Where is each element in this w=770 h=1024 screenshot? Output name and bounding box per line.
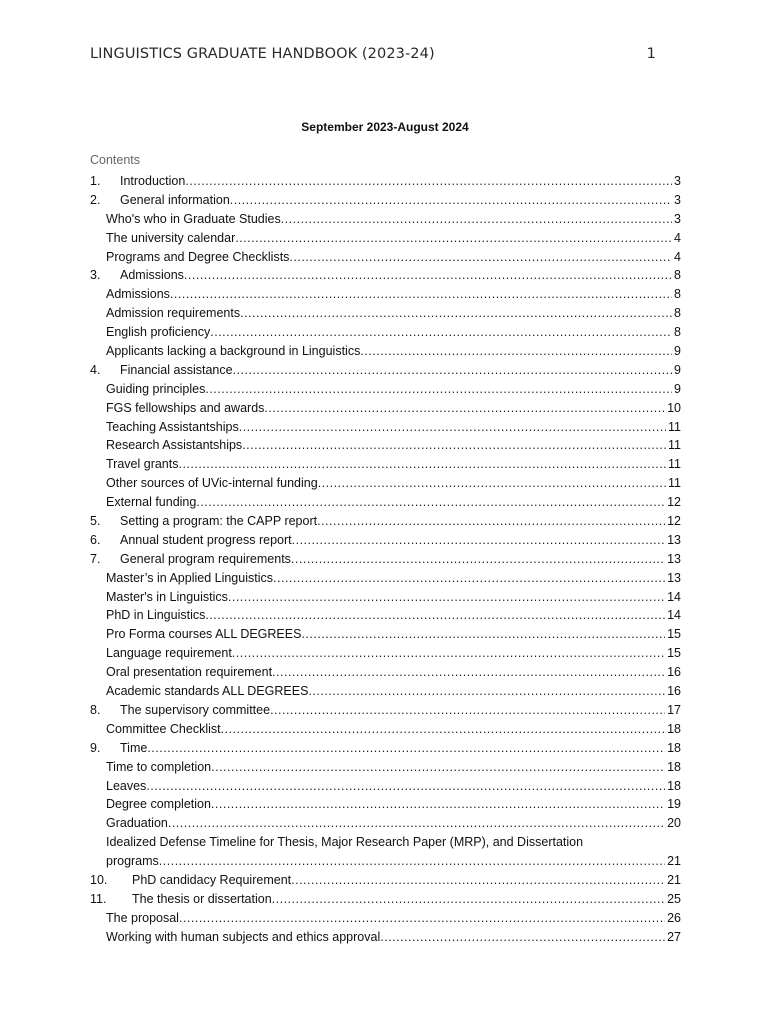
toc-subentry[interactable] [90,493,681,512]
toc-subentry[interactable] [90,625,681,644]
toc-entry-title: The university calendar [106,230,236,245]
toc-page-number: 27 [667,929,681,944]
toc-entry-title: Admissions [106,287,170,302]
toc-entry-title: Idealized Defense Timeline for Thesis, Major Research Paper (MRP), and Dissertation [106,835,584,850]
toc-subentry[interactable] [90,323,681,342]
toc-subentry[interactable] [90,436,681,455]
dot-leader [232,644,665,663]
dot-leader [318,474,666,493]
toc-entry-title: Committee Checklist [106,721,221,736]
toc-page-number: 12 [667,514,681,529]
toc-page-number: 10 [667,400,681,415]
toc-entry[interactable] [90,531,681,550]
toc-entry-number: 5. [90,514,101,529]
toc-entry-number: 7. [90,551,101,566]
toc-subentry[interactable] [90,285,681,304]
toc-entry-title: PhD candidacy Requirement [132,872,292,887]
toc-page-number: 19 [667,797,681,812]
toc-entry-title: Who's who in Graduate Studies [106,211,281,226]
toc-page-number: 11 [668,476,681,491]
dot-leader [147,739,665,758]
toc-page-number: 13 [667,570,681,585]
toc-entry[interactable] [90,701,681,720]
toc-entry-number: 3. [90,268,101,283]
dot-leader [146,777,665,796]
dot-leader [159,852,665,871]
dot-leader [168,814,665,833]
toc-entry-title: Financial assistance [120,362,233,377]
toc-page-number: 15 [667,627,681,642]
dot-leader [178,455,666,474]
toc-subentry[interactable] [90,569,681,588]
dot-leader [360,342,672,361]
toc-entry-number: 1. [90,174,101,188]
dot-leader [184,266,672,285]
dot-leader [179,909,665,928]
toc-entry-number: 9. [90,740,101,755]
toc-subentry[interactable] [90,777,681,796]
dot-leader [221,720,665,739]
dot-leader [211,758,665,777]
toc-entry[interactable] [90,266,681,285]
toc-subentry[interactable] [90,248,681,267]
toc-page-number: 15 [667,646,681,661]
running-header [90,46,656,62]
date-range: September 2023-August 2024 [301,120,469,134]
dot-leader [242,436,666,455]
toc-subentry[interactable] [90,682,681,701]
toc-subentry[interactable] [90,795,681,814]
dot-leader [272,663,665,682]
toc-entry-title: Leaves [106,778,147,793]
dot-leader [308,682,665,701]
toc-page-number: 13 [667,532,681,547]
toc-page-number: 13 [667,551,681,566]
toc-page-number: 8 [674,306,681,321]
toc-subentry[interactable] [90,606,681,625]
toc-entry-title: Admissions [120,268,184,283]
toc-subentry[interactable] [90,342,681,361]
dot-leader [317,512,665,531]
toc-entry-number: 2. [90,192,101,207]
toc-entry-title: English proficiency [106,325,211,340]
toc-entry-title: Master's in Linguistics [106,589,228,604]
toc-page-number: 14 [667,589,681,604]
dot-leader [264,399,665,418]
dot-leader [239,418,666,437]
toc-subentry[interactable] [90,399,681,418]
toc-page-number: 16 [667,684,681,699]
toc-subentry[interactable] [90,474,681,493]
toc-entry-title: The proposal [106,910,179,925]
toc-entry-title: General information [120,192,230,207]
toc-entry-title: Oral presentation requirement [106,665,273,680]
toc-subentry[interactable] [90,758,681,777]
toc-entry[interactable] [90,890,681,909]
toc-page-number: 9 [674,381,681,396]
dot-leader [380,928,665,947]
toc-subentry[interactable] [90,229,681,248]
handbook-title: LINGUISTICS GRADUATE HANDBOOK (2023-24) [90,46,435,62]
toc-entry-title: Setting a program: the CAPP report [120,514,318,529]
toc-entry-title: Other sources of UVic-internal funding [106,476,318,491]
dot-leader [291,550,665,569]
toc-entry-title: programs [106,854,159,869]
toc-entry-title: Degree completion [106,797,211,812]
dot-leader [211,795,665,814]
toc-page-number: 17 [667,702,681,717]
dot-leader [205,606,665,625]
toc-page-number: 21 [667,872,681,887]
toc-entry-title: Time [120,740,148,755]
toc-entry-title: Master’s in Applied Linguistics [106,570,273,585]
dot-leader [281,210,672,229]
toc-page-number: 18 [667,759,681,774]
toc-entry-title: Language requirement [106,646,232,661]
dot-leader [185,172,672,191]
toc-entry-title: Admission requirements [106,306,241,321]
toc-page-number: 11 [668,419,681,434]
dot-leader [228,588,665,607]
toc-subentry[interactable] [90,455,681,474]
toc-entry-title: The thesis or dissertation [132,891,272,906]
toc-subentry[interactable] [90,210,681,229]
toc-page-number: 9 [674,362,681,377]
dot-leader [235,229,672,248]
toc-page-number: 11 [668,457,681,472]
toc-subentry[interactable] [90,380,681,399]
toc-page-number: 25 [667,891,681,906]
dot-leader [170,285,672,304]
table-of-contents [90,172,681,947]
dot-leader [240,304,672,323]
toc-entry-title: Introduction [120,174,186,188]
toc-page-number: 18 [667,740,681,755]
toc-entry-number: 10. [90,872,108,887]
dot-leader [301,625,665,644]
toc-subentry[interactable] [90,304,681,323]
toc-page-number: 3 [674,192,681,207]
toc-subentry[interactable] [90,909,681,928]
contents-heading: Contents [90,153,141,167]
toc-entry-title: Travel grants [106,457,179,472]
dot-leader [196,493,665,512]
toc-subentry[interactable] [90,928,681,947]
toc-subentry[interactable] [90,418,681,437]
dot-leader [210,323,672,342]
toc-page-number: 26 [667,910,681,925]
toc-page-number: 4 [674,230,681,245]
toc-subentry[interactable] [90,720,681,739]
toc-entry-title: Annual student progress report [120,532,292,547]
toc-entry[interactable] [90,550,681,569]
toc-entry-title: The supervisory committee [120,702,271,717]
toc-entry-title: Programs and Degree Checklists [106,249,290,264]
toc-page-number: 3 [674,211,681,226]
dot-leader [272,890,665,909]
toc-page-number: 16 [667,665,681,680]
toc-page-number: 20 [667,816,681,831]
toc-page-number: 21 [667,854,681,869]
toc-page-number: 4 [674,249,681,264]
dot-leader [230,191,672,210]
toc-entry-title: FGS fellowships and awards [106,400,265,415]
toc-subentry[interactable] [90,588,681,607]
dot-leader [270,701,665,720]
toc-page-number: 11 [668,438,681,453]
toc-entry[interactable] [90,739,681,758]
toc-subentry[interactable] [90,833,681,871]
toc-entry-title: External funding [106,495,197,510]
dot-leader [292,531,665,550]
toc-page-number: 9 [674,344,681,359]
toc-page-number: 12 [667,495,681,510]
toc-page-number: 3 [674,174,681,188]
toc-entry[interactable] [90,191,681,210]
toc-entry-title: PhD in Linguistics [106,608,206,623]
toc-subentry[interactable] [90,644,681,663]
toc-entry[interactable] [90,871,681,890]
toc-entry-title: Pro Forma courses ALL DEGREES [106,627,302,642]
toc-page-number: 18 [667,721,681,736]
toc-entry-title: Research Assistantships [106,438,243,453]
toc-entry-number: 6. [90,532,101,547]
toc-entry-title: Teaching Assistantships [106,419,239,434]
toc-page-number: 8 [674,268,681,283]
toc-page-number: 18 [667,778,681,793]
dot-leader [291,871,665,890]
toc-page-number: 8 [674,325,681,340]
page-number: 1 [646,46,656,62]
toc-subentry[interactable] [90,814,681,833]
toc-entry[interactable] [90,512,681,531]
toc-entry-number: 4. [90,362,101,377]
toc-entry-title: Graduation [106,816,168,831]
toc-entry[interactable] [90,361,681,380]
toc-page-number: 8 [674,287,681,302]
dot-leader [289,248,672,267]
toc-subentry[interactable] [90,663,681,682]
toc-entry-number: 11. [90,891,107,906]
dot-leader [233,361,672,380]
dot-leader [273,569,665,588]
toc-entry[interactable] [90,172,681,191]
toc-entry-title: Academic standards ALL DEGREES [106,684,309,699]
dot-leader [205,380,672,399]
toc-entry-title: Guiding principles [106,381,206,396]
toc-entry-title: General program requirements [120,551,291,566]
toc-entry-title: Applicants lacking a background in Linguistics [106,344,361,359]
toc-entry-title: Working with human subjects and ethics approval [106,929,381,944]
toc-entry-number: 8. [90,702,101,717]
toc-page-number: 14 [667,608,681,623]
toc-entry-title: Time to completion [106,759,212,774]
